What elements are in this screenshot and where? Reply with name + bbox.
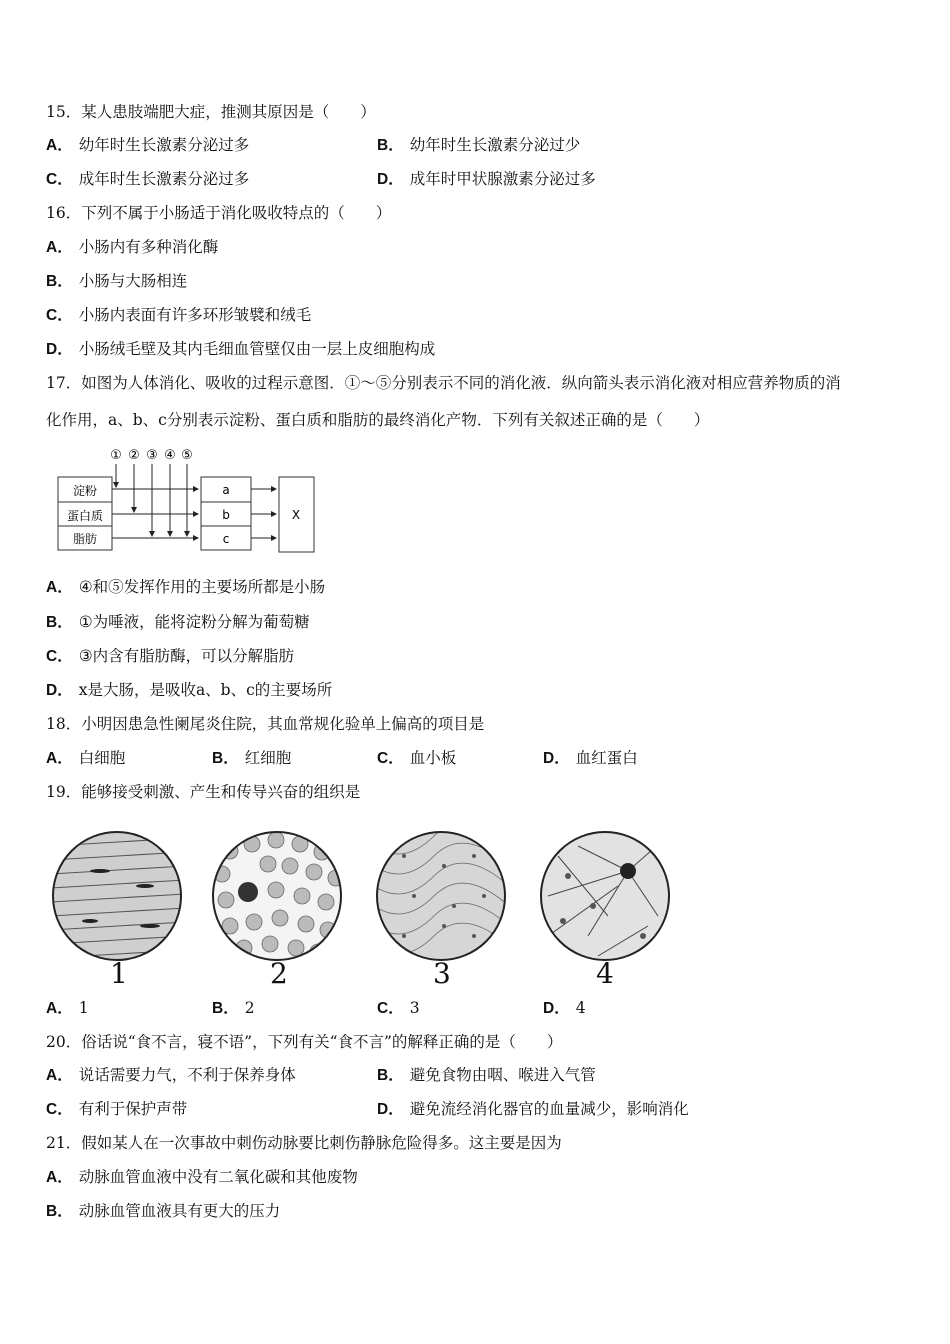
q15-option-a[interactable]: [46, 135, 249, 156]
option-letter: D．: [377, 171, 404, 188]
option-text: 4: [575, 999, 586, 1017]
option-letter: B．: [212, 1000, 239, 1017]
q20-option-d[interactable]: [377, 1099, 689, 1120]
q16-option-c[interactable]: [46, 305, 311, 326]
q21-stem: 21．假如某人在一次事故中刺伤动脉要比刺伤静脉危险得多。这主要是因为: [46, 1134, 562, 1152]
q17-option-a[interactable]: [46, 577, 325, 598]
nutrient-fat: 脂肪: [72, 532, 98, 546]
option-text: 避免食物由咽、喉进入气管: [409, 1066, 596, 1084]
option-text: 红细胞: [244, 749, 292, 767]
option-text: 小肠绒毛壁及其内毛细血管壁仅由一层上皮细胞构成: [78, 340, 436, 358]
option-text: 有利于保护声带: [78, 1100, 188, 1118]
option-letter: A．: [46, 1067, 73, 1084]
q19-option-b[interactable]: [212, 998, 255, 1019]
option-text: 说话需要力气，不利于保养身体: [78, 1066, 296, 1084]
option-letter: D．: [46, 682, 73, 699]
product-a: a: [222, 483, 230, 497]
option-letter: C．: [46, 1101, 73, 1118]
option-letter: C．: [377, 750, 404, 767]
option-letter: B．: [46, 614, 73, 631]
q19-stem: 19．能够接受刺激、产生和传导兴奋的组织是: [46, 783, 361, 801]
micrograph-label-1: 1: [110, 957, 128, 990]
micrograph-label-4: 4: [596, 957, 614, 990]
q16-option-d[interactable]: [46, 339, 435, 360]
q15-stem: 15．某人患肢端肥大症，推测其原因是（ ）: [46, 103, 376, 121]
q20-option-a[interactable]: [46, 1065, 296, 1086]
q18-stem: 18．小明因患急性阑尾炎住院，其血常规化验单上偏高的项目是: [46, 715, 485, 733]
option-letter: C．: [46, 171, 73, 188]
option-text: 1: [78, 999, 89, 1017]
q19-option-a[interactable]: [46, 998, 89, 1019]
product-c: c: [222, 532, 230, 546]
option-letter: B．: [46, 273, 73, 290]
q17-option-c[interactable]: [46, 646, 294, 667]
q18-option-b[interactable]: [212, 748, 291, 769]
q18-option-d[interactable]: [543, 748, 638, 769]
option-text: ④和⑤发挥作用的主要场所都是小肠: [78, 578, 326, 596]
q17-stem-line2: 化作用，a、b、c分别表示淀粉、蛋白质和脂肪的最终消化产物．下列有关叙述正确的是（ ）: [46, 411, 710, 429]
q15-option-d[interactable]: [377, 169, 596, 190]
organ-x: X: [291, 508, 301, 522]
digestion-diagram: [55, 444, 325, 556]
option-text: 血小板: [409, 749, 457, 767]
q18-option-a[interactable]: [46, 748, 125, 769]
q21-option-a[interactable]: [46, 1167, 358, 1188]
q17-option-d[interactable]: [46, 680, 332, 701]
option-text: 幼年时生长激素分泌过多: [78, 136, 250, 154]
circle-label-5: ⑤: [181, 448, 193, 463]
option-letter: D．: [46, 341, 73, 358]
nutrient-protein: 蛋白质: [66, 509, 104, 523]
option-text: 小肠与大肠相连: [78, 272, 188, 290]
option-letter: A．: [46, 750, 73, 767]
option-text: 小肠内表面有许多环形皱襞和绒毛: [78, 306, 312, 324]
option-text: 血红蛋白: [575, 749, 638, 767]
q20-option-b[interactable]: [377, 1065, 596, 1086]
micrograph-label-2: 2: [270, 957, 288, 990]
option-text: x是大肠，是吸收a、b、c的主要场所: [78, 681, 333, 699]
circle-label-2: ②: [128, 448, 140, 463]
option-text: 幼年时生长激素分泌过少: [409, 136, 581, 154]
q18-option-c[interactable]: [377, 748, 456, 769]
q16-stem: 16．下列不属于小肠适于消化吸收特点的（ ）: [46, 204, 392, 222]
q21-option-b[interactable]: [46, 1201, 280, 1222]
option-letter: A．: [46, 1000, 73, 1017]
q15-option-c[interactable]: [46, 169, 249, 190]
option-text: ③内含有脂肪酶，可以分解脂肪: [78, 647, 295, 665]
q16-option-a[interactable]: [46, 237, 218, 258]
option-letter: B．: [377, 1067, 404, 1084]
option-letter: A．: [46, 137, 73, 154]
option-letter: D．: [543, 750, 570, 767]
q19-option-d[interactable]: [543, 998, 586, 1019]
q17-stem-line1: 17．如图为人体消化、吸收的过程示意图．①～⑤分别表示不同的消化液．纵向箭头表示消化液对相应营养物质的消: [46, 374, 841, 392]
option-letter: A．: [46, 1169, 73, 1186]
circle-label-3: ③: [146, 448, 158, 463]
q20-stem: 20．俗话说“食不言，寝不语”，下列有关“食不言”的解释正确的是（ ）: [46, 1033, 563, 1051]
option-text: ①为唾液，能将淀粉分解为葡萄糖: [78, 613, 310, 631]
option-letter: D．: [543, 1000, 570, 1017]
option-text: 3: [409, 999, 420, 1017]
q20-option-c[interactable]: [46, 1099, 187, 1120]
option-text: 成年时生长激素分泌过多: [78, 170, 250, 188]
q15-option-b[interactable]: [377, 135, 580, 156]
option-text: 白细胞: [78, 749, 126, 767]
product-b: b: [222, 508, 230, 522]
option-letter: B．: [212, 750, 239, 767]
circle-label-4: ④: [164, 448, 176, 463]
option-text: 成年时甲状腺激素分泌过多: [409, 170, 596, 188]
option-letter: C．: [46, 307, 73, 324]
option-text: 动脉血管血液具有更大的压力: [78, 1202, 281, 1220]
micrograph-label-3: 3: [433, 957, 451, 990]
option-text: 2: [244, 999, 255, 1017]
q16-option-b[interactable]: [46, 271, 187, 292]
nutrient-starch: 淀粉: [72, 484, 98, 498]
circle-label-1: ①: [110, 448, 122, 463]
option-text: 小肠内有多种消化酶: [78, 238, 219, 256]
option-letter: B．: [46, 1203, 73, 1220]
option-letter: A．: [46, 239, 73, 256]
option-letter: D．: [377, 1101, 404, 1118]
option-letter: A．: [46, 579, 73, 596]
option-text: 动脉血管血液中没有二氧化碳和其他废物: [78, 1168, 358, 1186]
q19-option-c[interactable]: [377, 998, 420, 1019]
option-letter: C．: [46, 648, 73, 665]
option-letter: C．: [377, 1000, 404, 1017]
option-letter: B．: [377, 137, 404, 154]
q17-option-b[interactable]: [46, 612, 310, 633]
option-text: 避免流经消化器官的血量减少，影响消化: [409, 1100, 689, 1118]
